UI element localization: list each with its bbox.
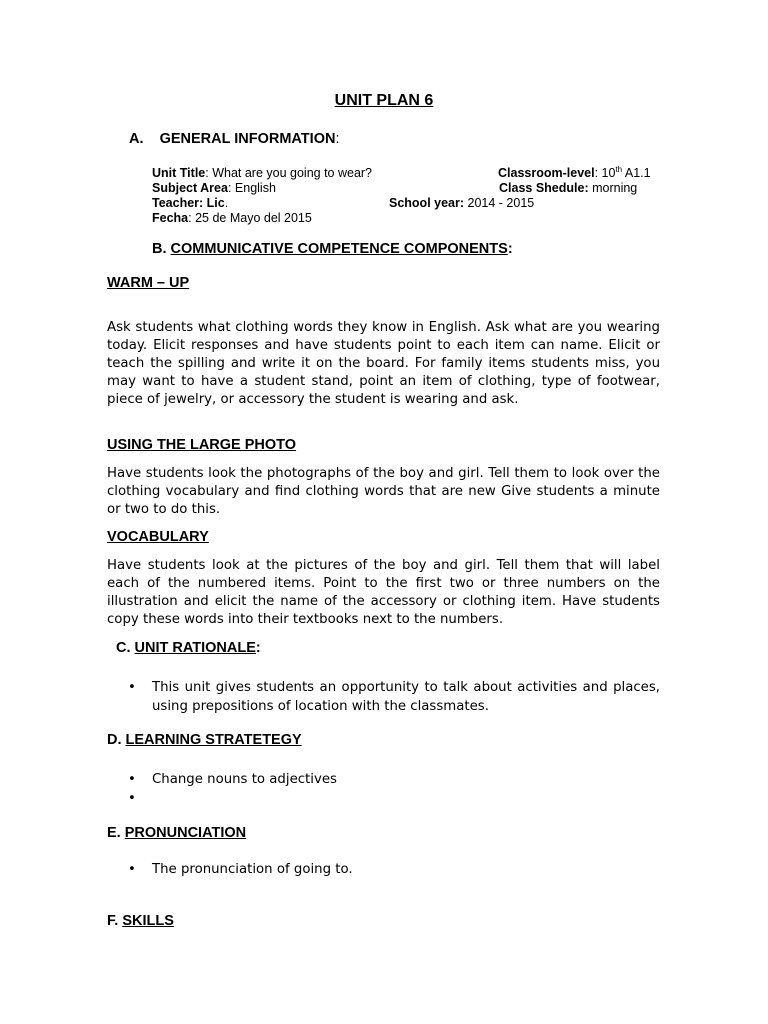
list-item <box>128 789 660 808</box>
subject-area-line <box>152 181 276 195</box>
section-b-heading <box>152 241 513 257</box>
section-a-colon: : <box>335 131 340 147</box>
class-schedule-value: morning <box>588 181 638 195</box>
section-c-list <box>128 678 660 716</box>
section-a-title: GENERAL INFORMATION <box>159 131 336 147</box>
class-schedule-line <box>499 181 637 195</box>
unit-title-value: : What are you going to wear? <box>205 166 373 180</box>
section-c-label: C. <box>116 640 135 656</box>
large-photo-paragraph: Have students look the photographs of the boy and girl. Tell them to look over the clothing vocabulary and find clothing words that are new Give students a minute or two to do this. <box>107 466 660 517</box>
section-d-heading <box>107 732 302 748</box>
section-b-title: COMMUNICATIVE COMPETENCE COMPONENTS <box>170 241 508 257</box>
teacher-line <box>152 196 228 210</box>
section-c-title: UNIT RATIONALE <box>134 640 256 656</box>
section-f-label: F. <box>107 913 123 929</box>
section-d-label: D. <box>107 732 126 748</box>
subject-area-value: : English <box>227 181 276 195</box>
section-e-list <box>128 860 660 879</box>
list-item: • This unit gives students an opportunity to talk about activities and places, using prepositions of location with the classmates. <box>128 678 660 716</box>
section-f-title: SKILLS <box>122 913 174 929</box>
vocabulary-paragraph: Have students look at the pictures of the boy and girl. Tell them that will label each of the numbered items. Point to the first two or three numbers on the illustration and elicit the name of the accessory or clothing item. Have students copy these words into their textbooks next to the numbers. <box>107 558 660 627</box>
section-b-colon: : <box>507 241 513 257</box>
section-f-heading <box>107 913 174 929</box>
school-year-line <box>389 196 534 210</box>
classroom-level-label: Classroom-level <box>498 166 595 180</box>
teacher-value: . <box>224 196 229 210</box>
list-item: • Change nouns to adjectives <box>128 770 660 789</box>
section-e-label: E. <box>107 825 125 841</box>
list-item: • The pronunciation of going to. <box>128 860 660 879</box>
section-d-title: LEARNING STRATETEGY <box>125 732 302 748</box>
classroom-level-superscript: th <box>615 165 623 174</box>
unit-title-line <box>152 166 372 180</box>
fecha-line <box>152 211 312 225</box>
school-year-value: 2014 - 2015 <box>464 196 535 210</box>
section-a-heading <box>129 131 339 147</box>
warm-up-paragraph: Ask students what clothing words they know in English. Ask what are you wearing today. Elicit responses and have students point to each item can name. Elicit or teach the spilling and write it on the board. For family items students miss, you may want to have a student stand, point an item of clothing, type of footwear, piece of jewelry, or accessory the student is wearing and ask. <box>107 320 660 407</box>
section-a-label: A. <box>129 131 144 147</box>
school-year-label: School year: <box>389 196 465 210</box>
section-d-list <box>128 770 660 808</box>
vocabulary-heading: VOCABULARY <box>107 529 209 545</box>
fecha-label: Fecha <box>152 211 189 225</box>
subject-area-label: Subject Area <box>152 181 228 195</box>
classroom-level-value: : 10 <box>594 166 616 180</box>
teacher-label: Teacher: Lic <box>152 196 225 210</box>
section-e-heading <box>107 825 246 841</box>
fecha-value: : 25 de Mayo del 2015 <box>188 211 312 225</box>
warm-up-heading: WARM – UP <box>107 275 190 291</box>
classroom-level-line <box>498 166 651 180</box>
section-c-heading <box>116 640 261 656</box>
classroom-level-suffix: A1.1 <box>622 166 651 180</box>
large-photo-heading: USING THE LARGE PHOTO <box>107 437 297 453</box>
section-c-colon: : <box>255 640 261 656</box>
page-title: UNIT PLAN 6 <box>334 92 434 109</box>
section-b-label: B. <box>152 241 171 257</box>
section-e-title: PRONUNCIATION <box>124 825 247 841</box>
class-schedule-label: Class Shedule: <box>499 181 589 195</box>
unit-title-label: Unit Title <box>152 166 206 180</box>
